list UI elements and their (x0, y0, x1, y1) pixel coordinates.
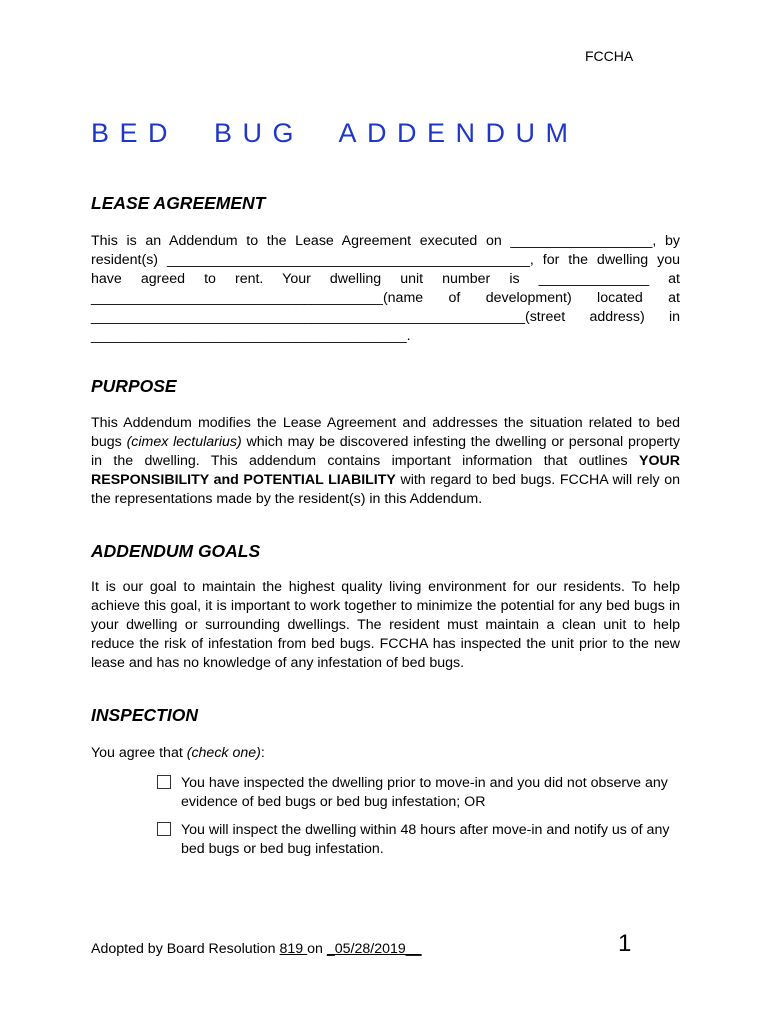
inspection-option-will-inspect (157, 821, 687, 859)
lease-line: ________________________________________. (91, 328, 411, 344)
header-organization: FCCHA (585, 48, 634, 64)
lease-line: have agreed to rent. Your dwelling unit number is ______________ at (91, 271, 680, 287)
lease-agreement-text (91, 232, 680, 346)
footer-prefix: Adopted by Board Resolution (91, 941, 280, 957)
addendum-goals-paragraph: It is our goal to maintain the highest quality living environment for our residents. To help achieve this goal, it is important to work together to minimize the potential for any bed bugs in your dwelling or surrounding dwellings. The resident must maintain a clean unit to help reduce the risk of infestation from bed bugs. FCCHA has inspected the unit prior to the new lease and has no knowledge of any infestation of bed bugs. (91, 579, 680, 671)
purpose-text-middle: which may be discovered infesting the dwelling or personal property in the dwelling. This addendum contains important information that outlines (91, 434, 681, 469)
footer-date: _05/28/2019__ (326, 941, 422, 957)
purpose-text-after: with regard to bed bugs. FCCHA will rely on the representations made by the resident(s) in this Addendum. (91, 472, 680, 507)
footer-on: on (307, 941, 327, 957)
lease-line: _______________________________________________________(street address) in (91, 309, 680, 325)
inspected-option-label: You have inspected the dwelling prior to move-in and you did not observe any evidence of bed bugs or bed bug infestation; OR (181, 775, 668, 810)
inspection-prompt (91, 744, 680, 763)
purpose-species-name: (cimex lectularius) (126, 434, 242, 450)
inspection-prompt-text: You agree that (91, 745, 187, 761)
inspection-prompt-check-one: (check one) (186, 745, 261, 761)
footer-resolution-number: 819 (279, 941, 308, 957)
lease-line: resident(s) ______________________________________________, for the dwelling you (91, 252, 680, 268)
document-title: BED BUG ADDENDUM (91, 118, 579, 148)
purpose-paragraph (91, 414, 680, 509)
inspected-checkbox[interactable] (157, 775, 171, 789)
will-inspect-checkbox[interactable] (157, 822, 171, 836)
footer-adoption-note (91, 941, 422, 957)
purpose-heading: PURPOSE (91, 376, 177, 396)
lease-line: This is an Addendum to the Lease Agreement executed on __________________, by (91, 233, 680, 249)
addendum-goals-heading: ADDENDUM GOALS (91, 541, 261, 561)
lease-line: _____________________________________(name of development) located at (91, 290, 680, 306)
will-inspect-option-label: You will inspect the dwelling within 48 hours after move-in and notify us of any bed bugs or bed bug infestation. (181, 822, 670, 857)
page-number: 1 (618, 930, 632, 957)
inspection-prompt-colon: : (260, 745, 265, 761)
purpose-liability-emphasis: YOUR RESPONSIBILITY and POTENTIAL LIABILITY (91, 453, 680, 488)
purpose-text-before: This Addendum modifies the Lease Agreement and addresses the situation related to bed bugs (91, 415, 680, 450)
lease-agreement-heading: LEASE AGREEMENT (91, 193, 266, 213)
inspection-heading: INSPECTION (91, 705, 198, 725)
inspection-option-inspected (157, 774, 687, 812)
